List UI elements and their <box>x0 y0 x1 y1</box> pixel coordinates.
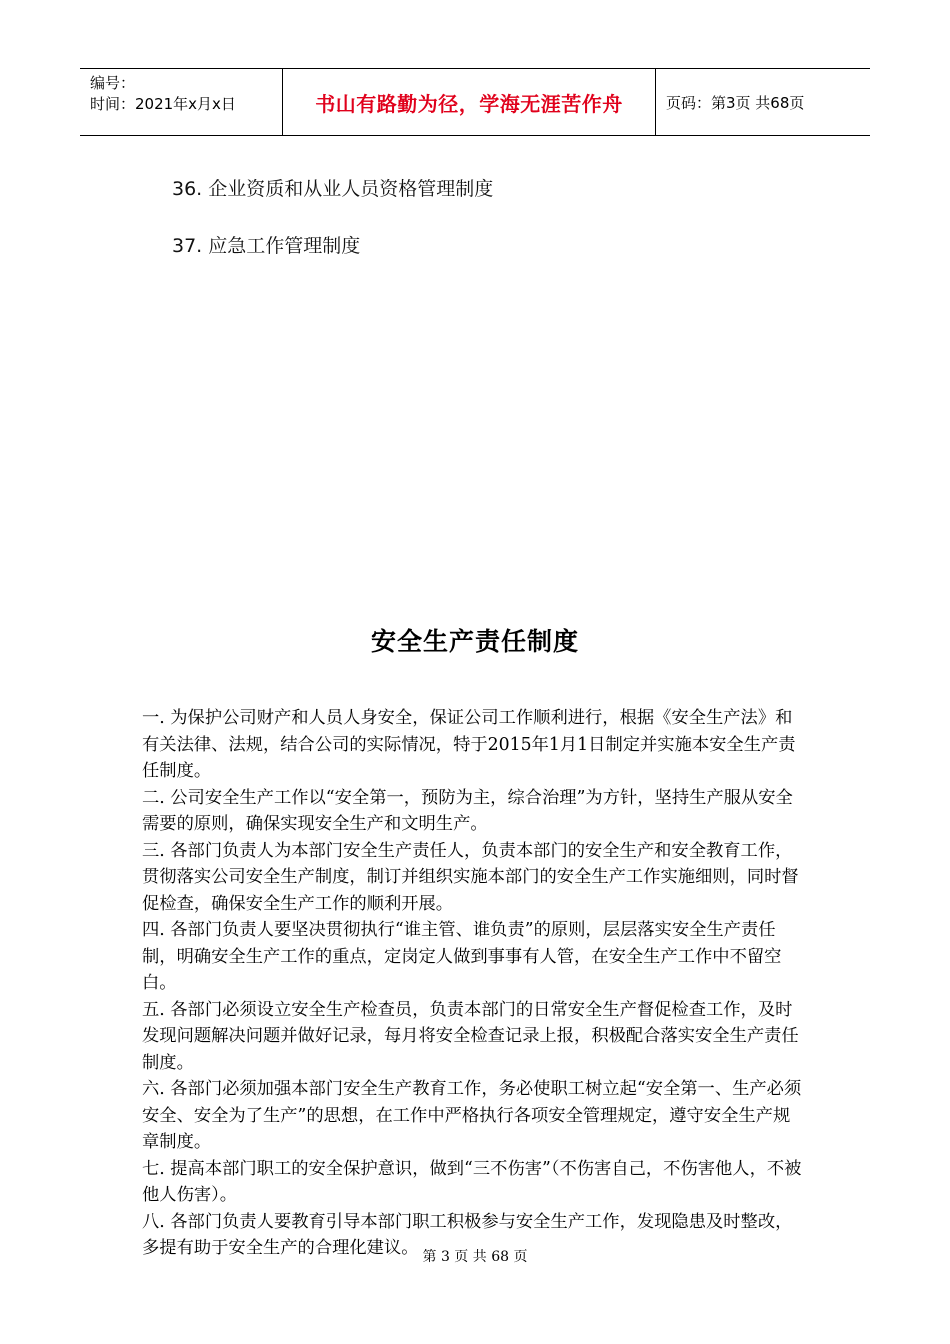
toc-item: 36. 企业资质和从业人员资格管理制度 <box>172 178 494 200</box>
page-header <box>80 68 870 136</box>
page-info: 页码：第3页 共68页 <box>666 93 805 112</box>
number-label: 编号： <box>90 74 136 92</box>
page-footer: 第 3 页 共 68 页 <box>422 1249 528 1265</box>
paragraph: 七. 提高本部门职工的安全保护意识，做到“三不伤害”（不伤害自己，不伤害他人，不被他人伤害）。 <box>142 1158 802 1205</box>
document-body <box>142 705 806 1262</box>
motto-text: 书山有路勤为径，学海无涯苦作舟 <box>315 91 623 116</box>
header-page-info-cell <box>656 69 870 135</box>
paragraph: 四. 各部门负责人要坚决贯彻执行“谁主管、谁负责”的原则，层层落实安全生产责任制，明确安全生产工作的重点，定岗定人做到事事有人管，在安全生产工作中不留空白。 <box>142 920 782 993</box>
paragraph: 八. 各部门负责人要教育引导本部门职工积极参与安全生产工作，发现隐患及时整改，多提有助于安全生产的合理化建议。 <box>142 1211 793 1258</box>
document-title: 安全生产责任制度 <box>370 627 579 656</box>
header-motto-cell <box>282 69 656 135</box>
paragraph: 五. 各部门必须设立安全生产检查员，负责本部门的日常安全生产督促检查工作，及时发现问题解决问题并做好记录，每月将安全检查记录上报，积极配合落实安全生产责任制度。 <box>142 999 799 1073</box>
time-label: 时间：2021年x月x日 <box>90 95 236 113</box>
paragraph: 三. 各部门负责人为本部门安全生产责任人，负责本部门的安全生产和安全教育工作，贯彻落实公司安全生产制度，制订并组织实施本部门的安全生产工作实施细则，同时督促检查，确保安全生产工作的顺利开展。 <box>142 840 799 914</box>
paragraph: 一. 为保护公司财产和人员人身安全，保证公司工作顺利进行，根据《安全生产法》和有关法律、法规，结合公司的实际情况，特于2015年1月1日制定并实施本安全生产责任制度。 <box>142 708 796 781</box>
toc-item: 37. 应急工作管理制度 <box>172 235 361 257</box>
header-meta <box>80 69 282 135</box>
paragraph: 二. 公司安全生产工作以“安全第一，预防为主，综合治理”为方针，坚持生产服从安全需要的原则，确保实现安全生产和文明生产。 <box>142 787 793 834</box>
paragraph: 六. 各部门必须加强本部门安全生产教育工作，务必使职工树立起“安全第一、生产必须安全、安全为了生产”的思想，在工作中严格执行各项安全管理规定，遵守安全生产规章制度。 <box>142 1079 802 1152</box>
